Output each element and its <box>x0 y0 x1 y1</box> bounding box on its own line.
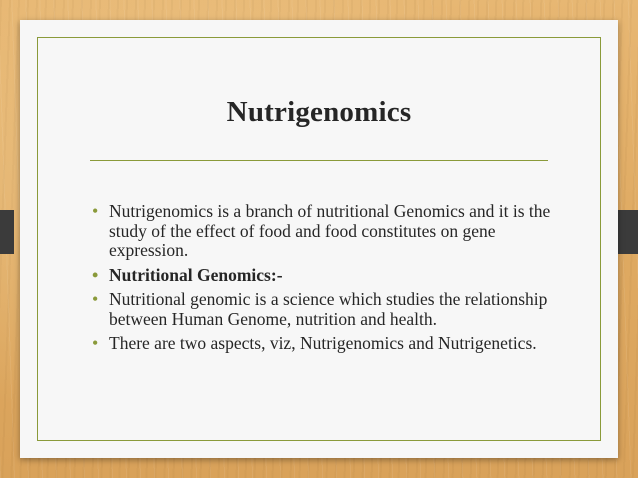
bullet-item <box>92 266 562 286</box>
bullet-icon: • <box>92 289 99 309</box>
bullet-icon: • <box>92 333 99 353</box>
bullet-item <box>92 290 562 329</box>
bullet-list <box>92 202 562 359</box>
slide <box>20 20 618 458</box>
bullet-icon: • <box>92 264 99 285</box>
bullet-text: Nutritional Genomics:- <box>109 264 283 285</box>
bullet-icon: • <box>92 201 99 221</box>
bullet-item <box>92 334 562 354</box>
left-side-tab <box>0 210 14 254</box>
bullet-item <box>92 202 562 261</box>
slide-title: Nutrigenomics <box>226 96 412 128</box>
bullet-text: Nutritional genomic is a science which studies the relationship between Human Genome, nutrition and health. <box>109 289 548 329</box>
title-divider <box>90 160 548 161</box>
bullet-text: There are two aspects, viz, Nutrigenomics and Nutrigenetics. <box>109 333 537 353</box>
bullet-text: Nutrigenomics is a branch of nutritional Genomics and it is the study of the effect of food and food constitutes on gene expression. <box>109 201 551 260</box>
